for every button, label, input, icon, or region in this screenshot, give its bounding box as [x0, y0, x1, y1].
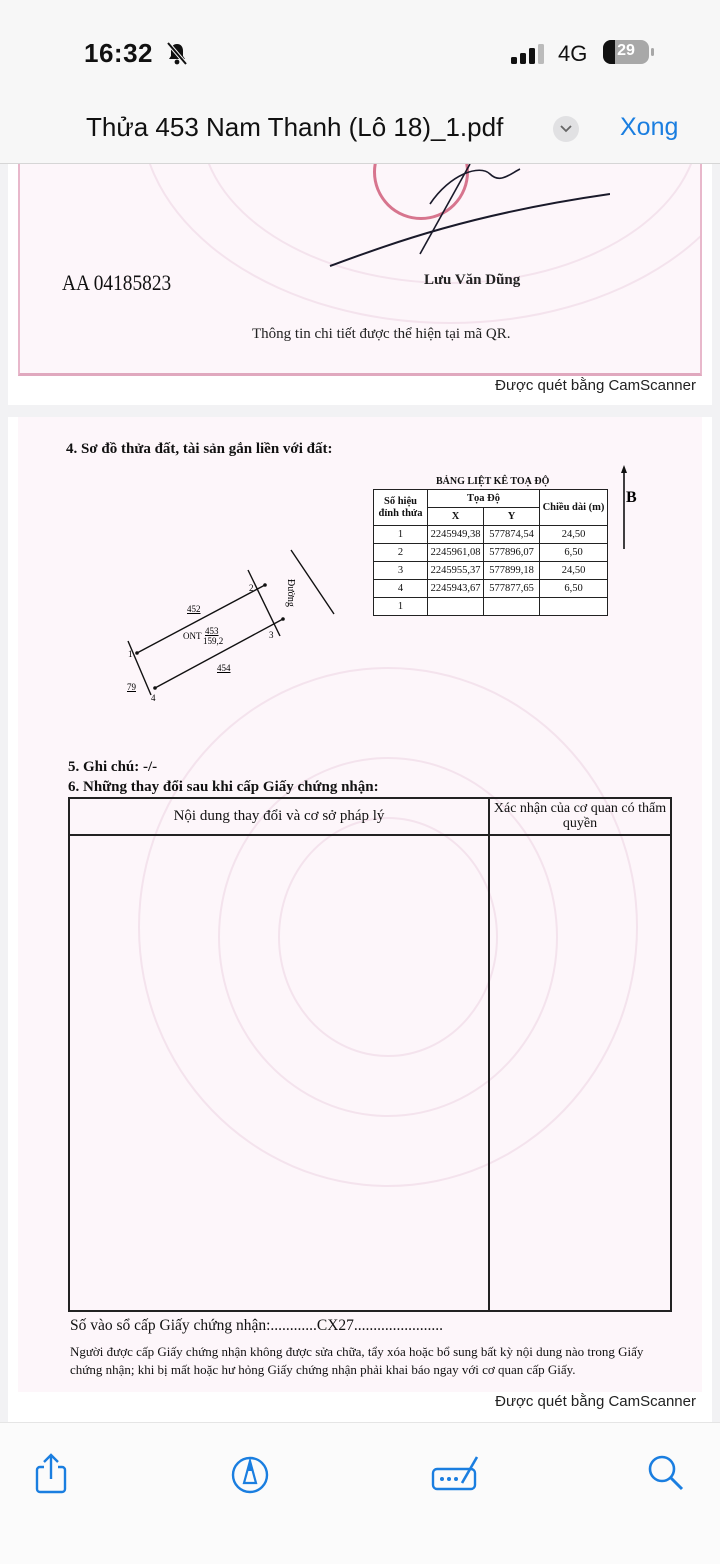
- network-type: 4G: [558, 41, 588, 66]
- cell-length: 24,50: [540, 562, 608, 580]
- cell-length: 6,50: [540, 544, 608, 562]
- table-row: [374, 580, 608, 598]
- title-menu-button[interactable]: [553, 116, 579, 142]
- parcel-area: 159,2: [203, 636, 224, 646]
- header-vertex: Số hiệu đỉnh thửa: [374, 490, 428, 526]
- vertex-label-2: 2: [249, 583, 254, 593]
- cell-vertex: 2: [374, 544, 428, 562]
- header-x: X: [428, 508, 484, 526]
- bottom-toolbar: [0, 1422, 720, 1564]
- qr-note: Thông tin chi tiết được thể hiện tại mã QR.: [252, 326, 511, 342]
- bell-slash-icon: [166, 42, 188, 66]
- battery-level: 29: [617, 42, 635, 59]
- table-row: [374, 598, 608, 616]
- vertex-label-4: 4: [151, 693, 156, 703]
- changes-header-authority: Xác nhận của cơ quan có thẩm quyền: [493, 801, 667, 831]
- table-row: [374, 526, 608, 544]
- certificate-serial: AA 04185823: [62, 270, 172, 295]
- fill-sign-icon: [430, 1451, 482, 1495]
- cell-x: 2245949,38: [428, 526, 484, 544]
- cell-vertex: 1: [374, 526, 428, 544]
- section-4-heading: 4. Sơ đồ thửa đất, tài sản gắn liền với đất:: [66, 441, 333, 457]
- signal-icon: [511, 44, 545, 64]
- table-row: [374, 544, 608, 562]
- cell-vertex: 4: [374, 580, 428, 598]
- neighbor-north: 452: [187, 604, 201, 614]
- pdf-page-2: [8, 417, 712, 1422]
- navigation-bar: [0, 96, 720, 164]
- cell-y: 577877,65: [484, 580, 540, 598]
- cell-x: 2245943,67: [428, 580, 484, 598]
- coordinate-table: [373, 489, 608, 616]
- parcel-diagram: [108, 537, 368, 712]
- section-5-heading: 5. Ghi chú: -/-: [68, 759, 158, 775]
- battery-icon: [603, 40, 649, 64]
- done-button[interactable]: Xong: [620, 113, 679, 141]
- search-icon: [644, 1451, 688, 1495]
- parcel-type: ONT: [183, 631, 202, 641]
- share-button[interactable]: [30, 1451, 74, 1495]
- north-arrow-icon: [621, 465, 627, 549]
- header-coords: Tọa Độ: [428, 490, 540, 508]
- header-divider: [70, 834, 670, 836]
- share-icon: [30, 1451, 74, 1495]
- cell-x: [428, 598, 484, 616]
- cell-y: 577899,18: [484, 562, 540, 580]
- status-time: 16:32: [84, 38, 153, 68]
- cell-vertex: 1: [374, 598, 428, 616]
- parcel-number: 453: [205, 626, 219, 636]
- cell-length: 6,50: [540, 580, 608, 598]
- certificate-paper: [18, 164, 702, 376]
- fill-sign-button[interactable]: [430, 1451, 482, 1495]
- search-button[interactable]: [644, 1451, 688, 1495]
- section-6-heading: 6. Những thay đổi sau khi cấp Giấy chứng nhận:: [68, 779, 379, 795]
- vertex-label-3: 3: [269, 630, 274, 640]
- signer-name: Lưu Văn Dũng: [424, 272, 521, 288]
- chevron-down-icon: [560, 124, 572, 134]
- camscanner-note: Được quét bằng CamScanner: [495, 1393, 696, 1410]
- changes-table: [68, 797, 672, 1312]
- header-length: Chiều dài (m): [540, 490, 608, 526]
- certificate-paper: [18, 417, 702, 1392]
- issuance-book-number: Số vào sổ cấp Giấy chứng nhận:............CX27.......................: [70, 1317, 444, 1334]
- coord-table-title: BẢNG LIỆT KÊ TOẠ ĐỘ: [436, 476, 550, 487]
- pdf-page-1: [8, 164, 712, 405]
- markup-pen-icon: [228, 1451, 272, 1495]
- neighbor-south: 454: [217, 663, 231, 673]
- signature: [310, 164, 610, 274]
- document-title[interactable]: Thửa 453 Nam Thanh (Lô 18)_1.pdf: [86, 112, 504, 142]
- markup-button[interactable]: [228, 1451, 272, 1495]
- header-y: Y: [484, 508, 540, 526]
- road-label: Đường: [285, 579, 296, 607]
- cell-x: 2245955,37: [428, 562, 484, 580]
- status-bar: [0, 0, 720, 96]
- table-row: [374, 562, 608, 580]
- neighbor-west: 79: [127, 682, 136, 692]
- battery-cap: [651, 48, 654, 56]
- legal-warning: Người được cấp Giấy chứng nhận không được sửa chữa, tẩy xóa hoặc bổ sung bất kỳ nội dung nào trong Giấy chứng nhận; khi bị mất hoặc hư hỏng Giấy chứng nhận phải khai báo ngay với cơ quan cấp Giấy.: [70, 1344, 644, 1377]
- cell-vertex: 3: [374, 562, 428, 580]
- cell-x: 2245961,08: [428, 544, 484, 562]
- column-divider: [488, 799, 490, 1310]
- cell-length: 24,50: [540, 526, 608, 544]
- vertex-label-1: 1: [128, 649, 133, 659]
- cell-length: [540, 598, 608, 616]
- cell-y: 577896,07: [484, 544, 540, 562]
- north-label: B: [626, 489, 637, 506]
- camscanner-note: Được quét bằng CamScanner: [495, 377, 696, 394]
- cell-y: 577874,54: [484, 526, 540, 544]
- changes-header-content: Nội dung thay đổi và cơ sở pháp lý: [173, 808, 385, 824]
- cell-y: [484, 598, 540, 616]
